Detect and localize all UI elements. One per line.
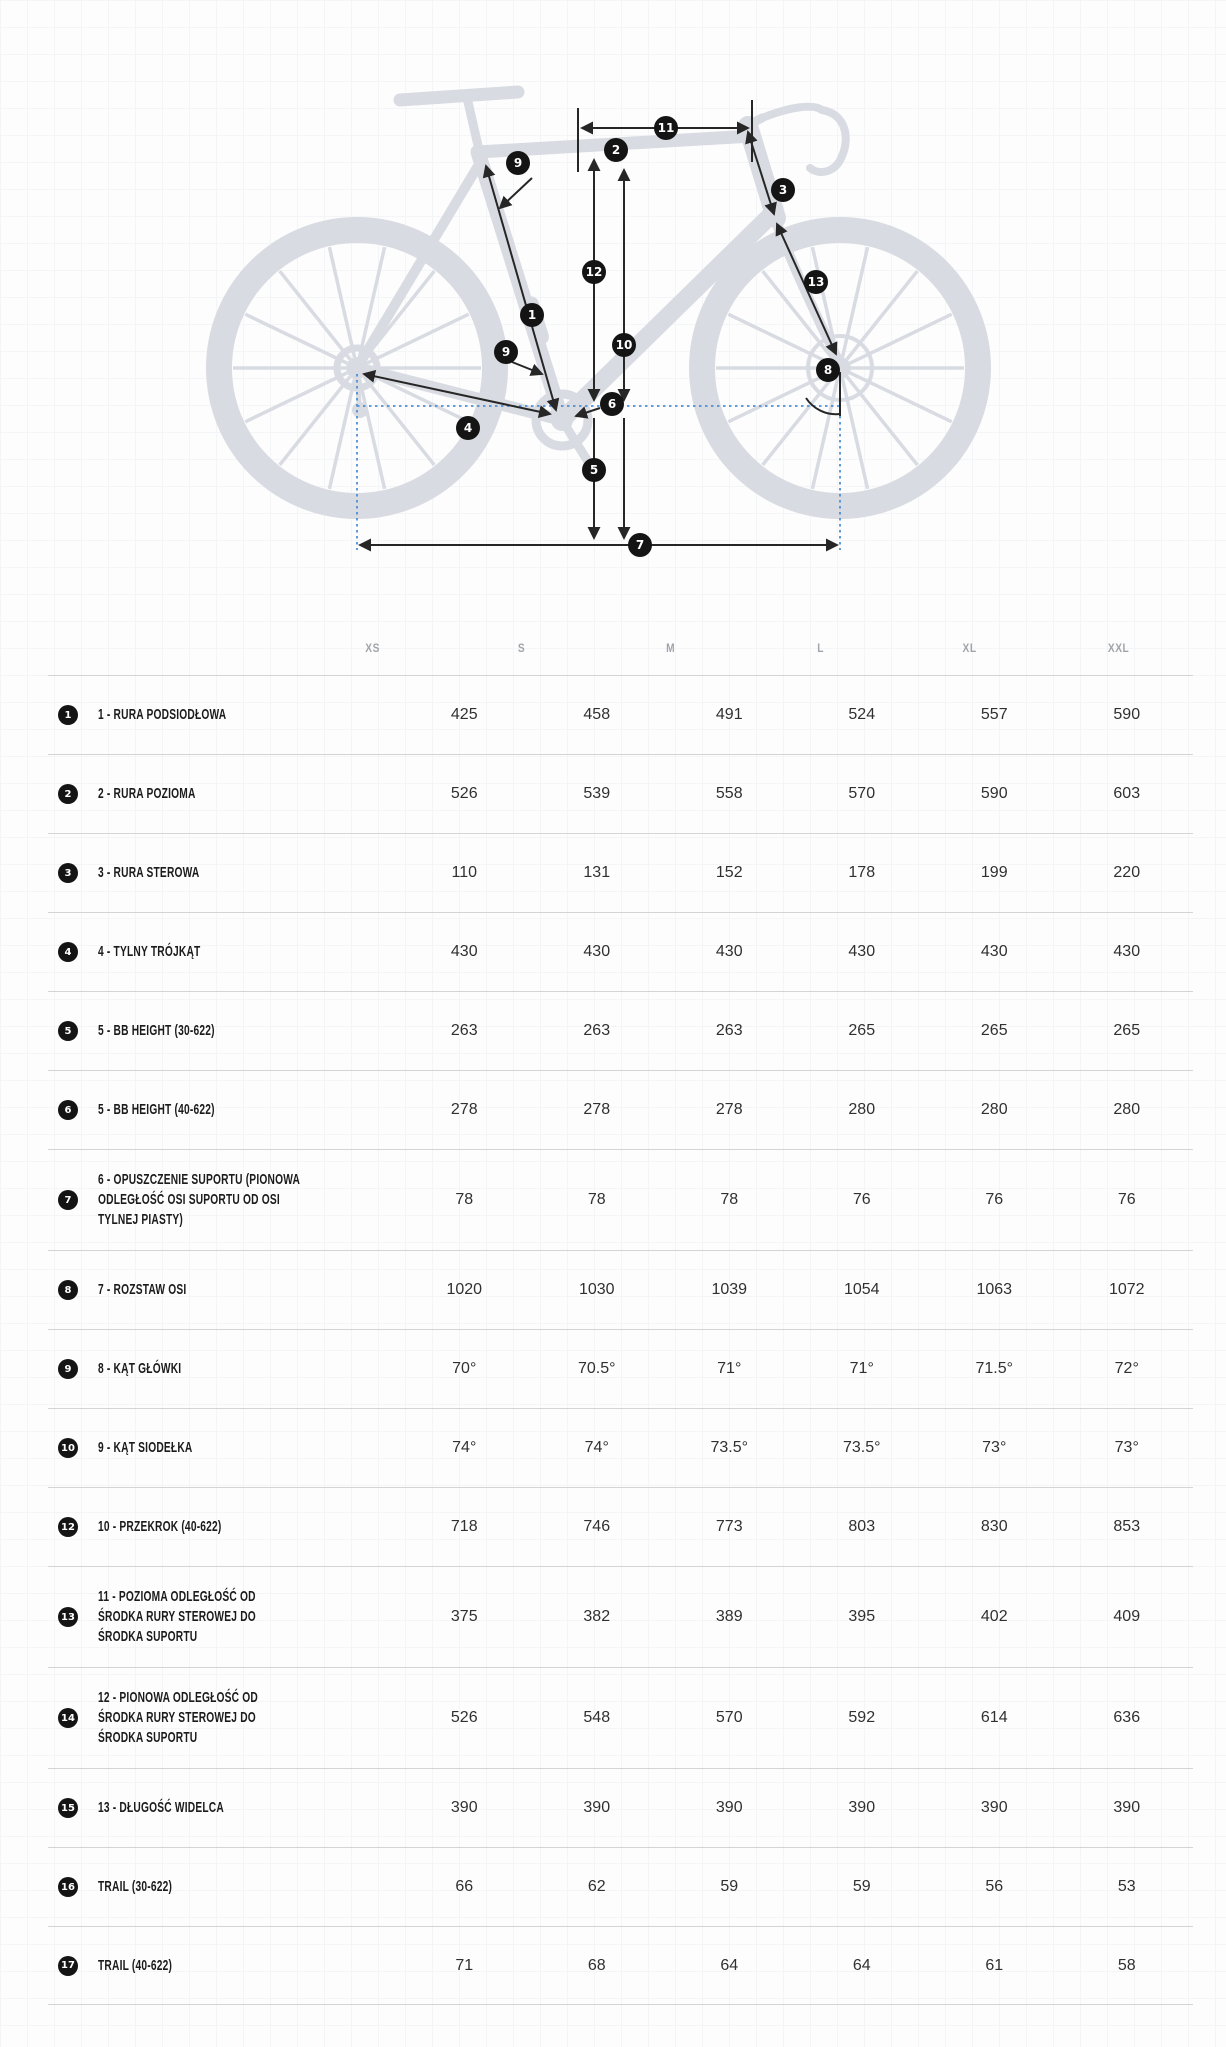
diagram-marker-9 bbox=[506, 151, 530, 175]
row-label-cell bbox=[48, 1688, 398, 1748]
value-cell-m: 73.5° bbox=[710, 1439, 749, 1456]
value-cell-xxl: 265 bbox=[1113, 1022, 1141, 1039]
value-cell-xs: 526 bbox=[450, 785, 478, 802]
value-cell-s: 539 bbox=[583, 785, 611, 802]
svg-text:6: 6 bbox=[607, 397, 617, 411]
row-marker-badge: 10 bbox=[58, 1438, 78, 1458]
value-cell-l: 430 bbox=[848, 943, 876, 960]
value-cell-m: 64 bbox=[720, 1956, 739, 1974]
diagram-marker-3 bbox=[771, 178, 795, 202]
value-cell-m: 71° bbox=[717, 1360, 742, 1377]
table-row bbox=[48, 1667, 1193, 1768]
value-cell-xs: 263 bbox=[450, 1022, 478, 1039]
svg-text:3: 3 bbox=[778, 183, 788, 197]
value-cell-xs: 110 bbox=[451, 864, 477, 881]
row-label: 13 - DŁUGOŚĆ WIDELCA bbox=[98, 1799, 224, 1816]
table-row bbox=[48, 912, 1193, 991]
diagram-marker-2 bbox=[604, 138, 628, 162]
table-row bbox=[48, 1408, 1193, 1487]
value-cell-xs: 78 bbox=[455, 1191, 474, 1208]
row-label-cell bbox=[48, 1587, 398, 1647]
value-cell-xs: 70° bbox=[452, 1360, 477, 1377]
table-row bbox=[48, 1926, 1193, 2005]
row-marker-badge: 4 bbox=[58, 942, 78, 962]
table-row bbox=[48, 1250, 1193, 1329]
value-cell-xxl: 590 bbox=[1113, 706, 1141, 723]
value-cell-xs: 74° bbox=[452, 1439, 477, 1456]
value-cell-xl: 430 bbox=[980, 943, 1008, 960]
value-cell-l: 803 bbox=[848, 1518, 876, 1535]
value-cell-m: 491 bbox=[715, 706, 743, 723]
table-row bbox=[48, 1566, 1193, 1667]
value-cell-xxl: 53 bbox=[1117, 1878, 1136, 1895]
table-row bbox=[48, 754, 1193, 833]
row-marker-badge: 16 bbox=[58, 1877, 78, 1897]
row-label-cell bbox=[48, 942, 398, 962]
row-marker-badge: 8 bbox=[58, 1280, 78, 1300]
table-row bbox=[48, 1487, 1193, 1566]
svg-text:12: 12 bbox=[585, 265, 603, 279]
row-label: 5 - BB HEIGHT (40-622) bbox=[98, 1101, 215, 1118]
svg-text:11: 11 bbox=[657, 121, 675, 135]
row-label-cell bbox=[48, 1956, 398, 1976]
value-cell-s: 1030 bbox=[578, 1281, 615, 1298]
value-cell-m: 1039 bbox=[711, 1281, 748, 1298]
diagram-marker-7 bbox=[628, 533, 652, 557]
value-cell-l: 76 bbox=[852, 1191, 871, 1208]
value-cell-xxl: 853 bbox=[1113, 1518, 1141, 1535]
svg-text:4: 4 bbox=[463, 421, 473, 435]
row-marker-badge: 1 bbox=[58, 705, 78, 725]
row-label-cell bbox=[48, 863, 398, 883]
size-header-row bbox=[48, 600, 1193, 675]
value-cell-l: 390 bbox=[848, 1799, 876, 1816]
value-cell-s: 62 bbox=[587, 1878, 606, 1895]
svg-text:1: 1 bbox=[527, 308, 537, 322]
value-cell-l: 570 bbox=[848, 785, 876, 802]
value-cell-m: 59 bbox=[720, 1878, 739, 1895]
row-label-cell bbox=[48, 1438, 398, 1458]
value-cell-xxl: 220 bbox=[1113, 864, 1141, 881]
row-marker-badge: 6 bbox=[58, 1100, 78, 1120]
value-cell-xl: 76 bbox=[985, 1191, 1004, 1208]
value-cell-l: 265 bbox=[848, 1022, 876, 1039]
value-cell-xxl: 409 bbox=[1113, 1608, 1141, 1625]
size-column-header-xxl: XXL bbox=[1107, 641, 1130, 655]
bike-silhouette-icon bbox=[219, 92, 978, 506]
value-cell-xs: 430 bbox=[450, 943, 478, 960]
value-cell-xl: 402 bbox=[980, 1608, 1008, 1625]
svg-text:2: 2 bbox=[611, 143, 621, 157]
row-marker-badge: 17 bbox=[58, 1956, 78, 1976]
value-cell-m: 773 bbox=[715, 1518, 743, 1535]
row-label-cell bbox=[48, 1100, 398, 1120]
table-row bbox=[48, 991, 1193, 1070]
value-cell-xxl: 280 bbox=[1113, 1101, 1141, 1118]
diagram-marker-12 bbox=[582, 260, 606, 284]
value-cell-s: 74° bbox=[584, 1439, 609, 1456]
diagram-marker-9 bbox=[494, 340, 518, 364]
row-label-cell bbox=[48, 1517, 398, 1537]
value-cell-l: 71° bbox=[849, 1360, 874, 1377]
row-marker-badge: 5 bbox=[58, 1021, 78, 1041]
value-cell-m: 152 bbox=[715, 864, 743, 881]
row-label-cell bbox=[48, 1359, 398, 1379]
diagram-marker-13 bbox=[804, 270, 828, 294]
value-cell-m: 278 bbox=[715, 1101, 743, 1118]
svg-text:9: 9 bbox=[513, 156, 523, 170]
row-label-cell bbox=[48, 1280, 398, 1300]
svg-text:9: 9 bbox=[501, 345, 511, 359]
value-cell-xl: 557 bbox=[980, 706, 1008, 723]
value-cell-s: 382 bbox=[583, 1608, 611, 1625]
size-column-header-xl: XL bbox=[962, 641, 977, 655]
row-marker-badge: 14 bbox=[58, 1708, 78, 1728]
value-cell-xs: 1020 bbox=[446, 1281, 483, 1298]
diagram-marker-10 bbox=[612, 333, 636, 357]
value-cell-xxl: 390 bbox=[1113, 1799, 1141, 1816]
value-cell-s: 68 bbox=[587, 1956, 606, 1974]
value-cell-l: 73.5° bbox=[842, 1439, 881, 1456]
row-label-cell bbox=[48, 705, 398, 725]
svg-text:5: 5 bbox=[589, 463, 599, 477]
value-cell-l: 59 bbox=[852, 1878, 871, 1895]
value-cell-l: 524 bbox=[848, 706, 876, 723]
value-cell-xl: 199 bbox=[980, 864, 1008, 881]
value-cell-l: 280 bbox=[848, 1101, 876, 1118]
value-cell-m: 430 bbox=[715, 943, 743, 960]
value-cell-xs: 425 bbox=[450, 706, 478, 723]
row-label: 11 - POZIOMA ODLEGŁOŚĆ OD ŚRODKA RURY STEROWEJ DO ŚRODKA SUPORTU bbox=[98, 1588, 256, 1645]
diagram-marker-5 bbox=[582, 458, 606, 482]
row-label: TRAIL (30-622) bbox=[98, 1878, 173, 1895]
diagram-marker-4 bbox=[456, 416, 480, 440]
row-label: 9 - KĄT SIODEŁKA bbox=[98, 1439, 193, 1456]
row-label: 8 - KĄT GŁÓWKI bbox=[98, 1360, 182, 1377]
value-cell-l: 395 bbox=[848, 1608, 876, 1625]
row-label-cell bbox=[48, 784, 398, 804]
diagram-marker-11 bbox=[654, 116, 678, 140]
row-label-cell bbox=[48, 1021, 398, 1041]
value-cell-xs: 278 bbox=[450, 1101, 478, 1118]
value-cell-xl: 280 bbox=[980, 1101, 1008, 1118]
value-cell-xs: 66 bbox=[455, 1878, 474, 1895]
table-row bbox=[48, 675, 1193, 754]
value-cell-s: 458 bbox=[583, 706, 611, 723]
value-cell-m: 558 bbox=[715, 785, 743, 802]
value-cell-xxl: 58 bbox=[1117, 1956, 1136, 1974]
value-cell-m: 78 bbox=[720, 1191, 739, 1208]
value-cell-xxl: 72° bbox=[1114, 1360, 1139, 1377]
bike-geometry-diagram bbox=[0, 0, 1226, 600]
row-marker-badge: 3 bbox=[58, 863, 78, 883]
table-row bbox=[48, 1070, 1193, 1149]
value-cell-xxl: 636 bbox=[1113, 1709, 1141, 1726]
value-cell-s: 278 bbox=[583, 1101, 611, 1118]
value-cell-xxl: 1072 bbox=[1108, 1281, 1145, 1298]
size-column-header-m: M bbox=[666, 641, 676, 655]
value-cell-s: 78 bbox=[587, 1191, 606, 1208]
row-marker-badge: 13 bbox=[58, 1607, 78, 1627]
value-cell-xl: 71.5° bbox=[975, 1360, 1014, 1377]
value-cell-xl: 614 bbox=[980, 1709, 1008, 1726]
table-row bbox=[48, 1149, 1193, 1250]
value-cell-xs: 526 bbox=[450, 1709, 478, 1726]
svg-text:8: 8 bbox=[823, 363, 833, 377]
value-cell-l: 592 bbox=[848, 1709, 876, 1726]
value-cell-xs: 71 bbox=[455, 1956, 474, 1974]
value-cell-xl: 56 bbox=[985, 1878, 1004, 1895]
value-cell-s: 548 bbox=[583, 1709, 611, 1726]
row-label: 10 - PRZEKROK (40-622) bbox=[98, 1518, 222, 1535]
value-cell-m: 570 bbox=[715, 1709, 743, 1726]
value-cell-xl: 390 bbox=[980, 1799, 1008, 1816]
value-cell-xxl: 603 bbox=[1113, 785, 1141, 802]
row-label: 5 - BB HEIGHT (30-622) bbox=[98, 1022, 215, 1039]
value-cell-l: 178 bbox=[848, 864, 876, 881]
row-label-cell bbox=[48, 1877, 398, 1897]
row-label: 3 - RURA STEROWA bbox=[98, 864, 200, 881]
geometry-table bbox=[48, 600, 1193, 2005]
row-marker-badge: 7 bbox=[58, 1190, 78, 1210]
value-cell-xl: 1063 bbox=[976, 1281, 1013, 1298]
svg-text:13: 13 bbox=[807, 275, 825, 289]
size-column-header-s: S bbox=[518, 641, 526, 655]
row-marker-badge: 9 bbox=[58, 1359, 78, 1379]
row-marker-badge: 15 bbox=[58, 1798, 78, 1818]
row-label: 2 - RURA POZIOMA bbox=[98, 785, 196, 802]
value-cell-xl: 61 bbox=[985, 1956, 1004, 1974]
value-cell-s: 263 bbox=[583, 1022, 611, 1039]
value-cell-m: 263 bbox=[715, 1022, 743, 1039]
value-cell-xl: 265 bbox=[980, 1022, 1008, 1039]
row-label: 6 - OPUSZCZENIE SUPORTU (PIONOWA ODLEGŁOŚĆ OSI SUPORTU OD OSI TYLNEJ PIASTY) bbox=[98, 1171, 300, 1228]
value-cell-s: 746 bbox=[583, 1518, 611, 1535]
value-cell-xs: 390 bbox=[450, 1799, 478, 1816]
table-row bbox=[48, 833, 1193, 912]
size-column-header-l: L bbox=[816, 641, 824, 655]
value-cell-s: 430 bbox=[583, 943, 611, 960]
value-cell-m: 389 bbox=[715, 1608, 743, 1625]
value-cell-l: 1054 bbox=[843, 1281, 880, 1298]
value-cell-xxl: 73° bbox=[1114, 1439, 1139, 1456]
table-row bbox=[48, 1768, 1193, 1847]
svg-text:10: 10 bbox=[615, 338, 633, 352]
row-label: 7 - ROZSTAW OSI bbox=[98, 1281, 187, 1298]
value-cell-xl: 830 bbox=[980, 1518, 1008, 1535]
value-cell-xxl: 76 bbox=[1117, 1191, 1136, 1208]
diagram-marker-1 bbox=[520, 303, 544, 327]
row-label: 1 - RURA PODSIODŁOWA bbox=[98, 706, 227, 723]
row-label: TRAIL (40-622) bbox=[98, 1956, 173, 1974]
size-column-header-xs: XS bbox=[365, 641, 380, 655]
value-cell-s: 390 bbox=[583, 1799, 611, 1816]
diagram-marker-6 bbox=[600, 392, 624, 416]
row-label: 12 - PIONOWA ODLEGŁOŚĆ OD ŚRODKA RURY STEROWEJ DO ŚRODKA SUPORTU bbox=[98, 1689, 259, 1746]
diagram-marker-8 bbox=[816, 358, 840, 382]
value-cell-xs: 718 bbox=[450, 1518, 478, 1535]
value-cell-l: 64 bbox=[852, 1956, 871, 1974]
svg-text:7: 7 bbox=[635, 538, 645, 552]
value-cell-xl: 590 bbox=[980, 785, 1008, 802]
value-cell-m: 390 bbox=[715, 1799, 743, 1816]
value-cell-s: 131 bbox=[583, 864, 611, 881]
row-label: 4 - TYLNY TRÓJKĄT bbox=[98, 943, 201, 960]
row-marker-badge: 2 bbox=[58, 784, 78, 804]
row-marker-badge: 12 bbox=[58, 1517, 78, 1537]
table-row bbox=[48, 1329, 1193, 1408]
value-cell-xs: 375 bbox=[450, 1608, 478, 1625]
value-cell-xl: 73° bbox=[982, 1439, 1007, 1456]
row-label-cell bbox=[48, 1170, 398, 1230]
value-cell-xxl: 430 bbox=[1113, 943, 1141, 960]
table-row bbox=[48, 1847, 1193, 1926]
value-cell-s: 70.5° bbox=[577, 1360, 616, 1377]
row-label-cell bbox=[48, 1798, 398, 1818]
